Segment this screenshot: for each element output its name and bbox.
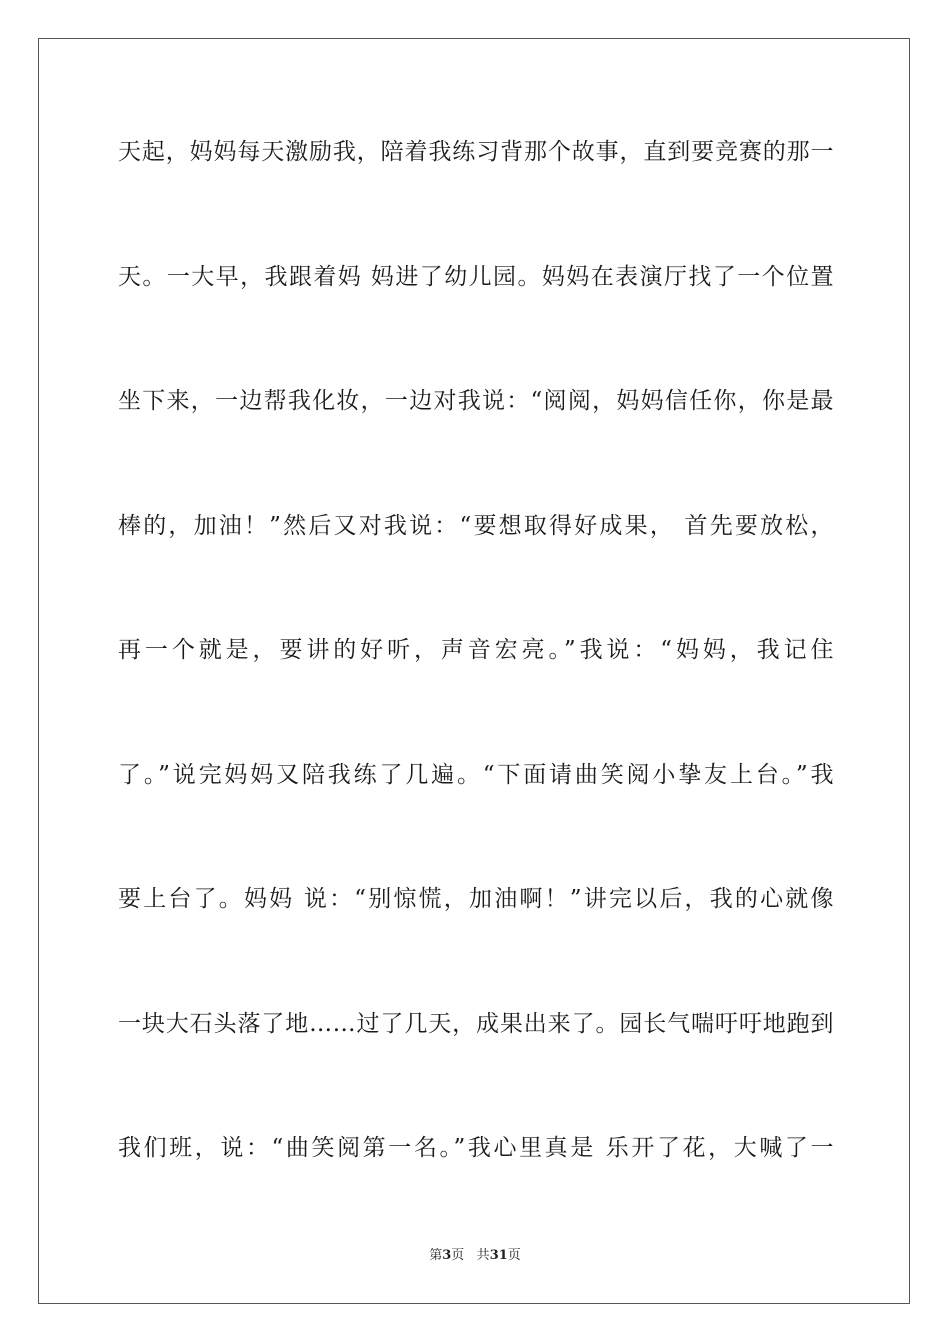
page-number: 3 [442, 1248, 452, 1263]
text-line: 坐下来，一边帮我化妆，一边对我说：“阅阅，妈妈信任你，你是最 [118, 388, 834, 414]
page-total: 31 [489, 1248, 508, 1263]
text-line: 一块大石头落了地……过了几天，成果出来了。园长气喘吁吁地跑到 [118, 1011, 834, 1037]
text-line: 棒的，加油！”然后又对我说：“要想取得好成果， 首先要放松， [118, 513, 834, 539]
page-prefix: 第 [429, 1248, 443, 1263]
text-line: 天起，妈妈每天激励我，陪着我练习背那个故事，直到要竞赛的那一 [118, 139, 834, 165]
total-unit: 页 [507, 1248, 521, 1263]
page-unit: 页 [451, 1248, 465, 1263]
text-line: 要上台了。妈妈 说：“别惊慌，加油啊！”讲完以后，我的心就像 [118, 886, 834, 912]
text-line: 再一个就是，要讲的好听，声音宏亮。”我说：“妈妈，我记住 [118, 637, 834, 663]
text-line: 了。”说完妈妈又陪我练了几遍。“下面请曲笑阅小挚友上台。”我 [118, 762, 834, 788]
page-border [38, 38, 910, 1304]
total-prefix: 共 [476, 1248, 490, 1263]
page-footer [0, 1247, 950, 1265]
text-line: 天。一大早，我跟着妈 妈进了幼儿园。妈妈在表演厅找了一个位置 [118, 264, 834, 290]
text-line: 我们班，说：“曲笑阅第一名。”我心里真是 乐开了花，大喊了一 [118, 1135, 834, 1161]
